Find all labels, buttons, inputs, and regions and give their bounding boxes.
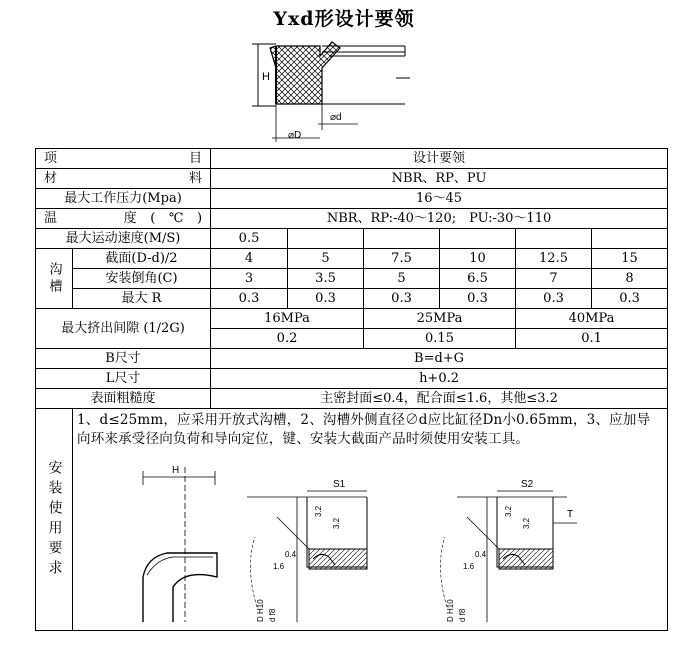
table-cell: 15 (592, 249, 668, 269)
groove-figure-s1 (247, 479, 367, 622)
s2-label: S2 (521, 479, 534, 490)
groove-group-label: 沟槽 (36, 249, 73, 309)
table-cell: 6.5 (440, 269, 516, 289)
install-label: 安装使用要求 (36, 409, 73, 631)
table-cell: 0.3 (440, 289, 516, 309)
installation-figure (77, 457, 667, 627)
l-size-label: L尺寸 (36, 369, 211, 389)
table-row (36, 229, 668, 249)
table-row (36, 409, 668, 631)
chamfer-mark: 0.4 (285, 550, 297, 559)
roughness-label: 表面粗糙度 (36, 389, 211, 409)
l-size-value: h+0.2 (211, 369, 668, 389)
install-notes-cell (73, 409, 668, 631)
gap-value: 0.1 (516, 329, 668, 349)
page-title: Yxd形设计要领 (273, 8, 415, 30)
table-cell: 10 (440, 249, 516, 269)
groove-row-label: 安装倒角(C) (73, 269, 211, 289)
pressure-label: 最大工作压力(Mpa) (36, 189, 211, 209)
table-cell: 3.5 (288, 269, 364, 289)
temperature-label: 温 度(℃) (36, 209, 211, 229)
seal-section-figure (0, 38, 688, 148)
table-row (36, 389, 668, 409)
roughness-value: 主密封面≤0.4，配合面≤1.6，其他≤3.2 (211, 389, 668, 409)
gap-pressure: 16MPa (211, 309, 364, 329)
roughness-mark: 3.2 (504, 505, 513, 517)
table-row (36, 149, 668, 169)
b-size-label: B尺寸 (36, 349, 211, 369)
table-row (36, 369, 668, 389)
diameter-label: D H10 (256, 599, 265, 622)
D-label: ⌀D (288, 130, 302, 141)
speed-value: 0.5 (211, 229, 288, 249)
table-cell: 5 (288, 249, 364, 269)
table-cell: 3 (211, 269, 288, 289)
table-row (36, 349, 668, 369)
chamfer-mark: 0.4 (475, 550, 487, 559)
install-notes-text: 1、d≤25mm，应采用开放式沟槽，2、沟槽外侧直径∅d应比缸径Dn小0.65mm，3、应加导向环来承受径向负荷和导向定位，键、安装大截面产品时须使用安装工具。 (77, 412, 651, 447)
d-label: ⌀d (330, 112, 342, 123)
table-cell: 7.5 (364, 249, 440, 269)
pressure-value: 16～45 (211, 189, 668, 209)
table-cell: 5 (364, 269, 440, 289)
design-spec-table (35, 148, 668, 631)
temperature-value: NBR、RP:-40～120; PU:-30～110 (211, 209, 668, 229)
table-cell: 7 (516, 269, 592, 289)
table-cell: 0.3 (288, 289, 364, 309)
gap-pressure: 25MPa (364, 309, 516, 329)
roughness-mark: 3.2 (314, 505, 323, 517)
item-header: 项 目 (36, 149, 211, 169)
chamfer-mark: 1.6 (273, 562, 285, 571)
table-cell: 0.3 (592, 289, 668, 309)
h-label: H (262, 71, 270, 83)
s1-label: S1 (333, 479, 346, 490)
gap-label: 最大挤出间隙 (1/2G) (36, 309, 211, 349)
material-label: 材 料 (36, 169, 211, 189)
table-row (36, 309, 668, 329)
seal-profile-figure (143, 465, 217, 622)
diameter-label: d f8 (458, 608, 467, 622)
table-cell: 0.3 (211, 289, 288, 309)
diameter-label: D H10 (446, 599, 455, 622)
roughness-mark: 3.2 (332, 517, 341, 529)
groove-row-label: 截面(D-d)/2 (73, 249, 211, 269)
table-row (36, 209, 668, 229)
table-cell: 4 (211, 249, 288, 269)
h-label: H (172, 465, 180, 476)
table-row (36, 189, 668, 209)
chamfer-mark: 1.6 (463, 562, 475, 571)
gap-pressure: 40MPa (516, 309, 668, 329)
t-label: T (567, 509, 574, 520)
gap-value: 0.15 (364, 329, 516, 349)
requirement-header: 设计要领 (211, 149, 668, 169)
table-cell: 8 (592, 269, 668, 289)
material-value: NBR、RP、PU (211, 169, 668, 189)
table-row (36, 169, 668, 189)
roughness-mark: 3.2 (522, 517, 531, 529)
groove-figure-s2 (440, 479, 577, 622)
table-row (36, 269, 668, 289)
b-size-value: B=d+G (211, 349, 668, 369)
table-row (36, 249, 668, 269)
gap-value: 0.2 (211, 329, 364, 349)
table-cell: 0.3 (364, 289, 440, 309)
table-row (36, 289, 668, 309)
table-cell: 12.5 (516, 249, 592, 269)
speed-label: 最大运动速度(M/S) (36, 229, 211, 249)
table-cell: 0.3 (516, 289, 592, 309)
diameter-label: d f8 (268, 608, 277, 622)
groove-row-label: 最大 R (73, 289, 211, 309)
